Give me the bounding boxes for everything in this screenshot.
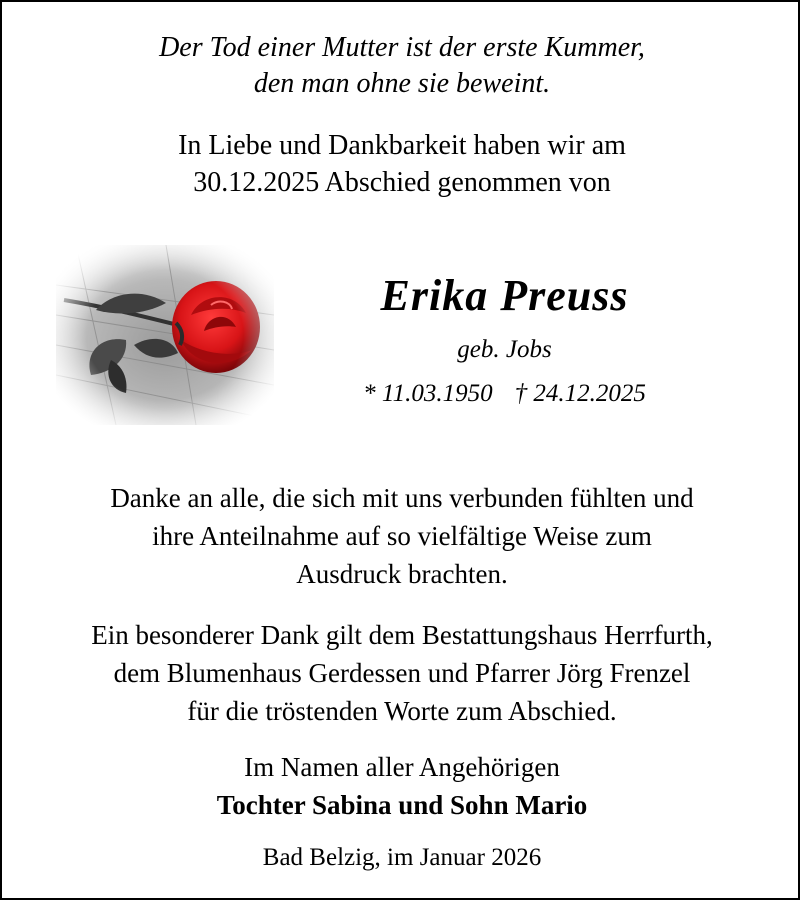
birth-name: geb. Jobs [457, 336, 552, 363]
special-thanks-line-3: für die tröstenden Worte zum Abschied. [187, 696, 617, 726]
life-dates [332, 380, 677, 408]
motto-line-1: Der Tod einer Mutter ist der erste Kummer, [159, 32, 645, 63]
motto-line-2: den man ohne sie beweint. [253, 68, 551, 99]
signature-intro: Im Namen aller Angehörigen [244, 752, 560, 782]
thanks-line-1: Danke an alle, die sich mit uns verbunden fühlten und [110, 483, 694, 513]
intro-line-2: 30.12.2025 Abschied genommen von [193, 167, 611, 198]
deceased-name: Erika Preuss [380, 271, 629, 320]
death-date: † 24.12.2025 [514, 380, 646, 407]
red-rose-icon [56, 245, 274, 425]
signature-names: Tochter Sabina und Sohn Mario [216, 790, 588, 820]
place-date: Bad Belzig, im Januar 2026 [262, 844, 542, 871]
birth-date: * 11.03.1950 [363, 380, 493, 407]
special-thanks-line-1: Ein besonderer Dank gilt dem Bestattungshaus Herrfurth, [91, 620, 713, 650]
special-thanks-line-2: dem Blumenhaus Gerdessen und Pfarrer Jörg Frenzel [113, 658, 691, 688]
thanks-line-2: ihre Anteilnahme auf so vielfältige Weise zum [152, 521, 652, 551]
intro-line-1: In Liebe und Dankbarkeit haben wir am [178, 130, 626, 161]
thanks-line-3: Ausdruck brachten. [296, 559, 508, 589]
